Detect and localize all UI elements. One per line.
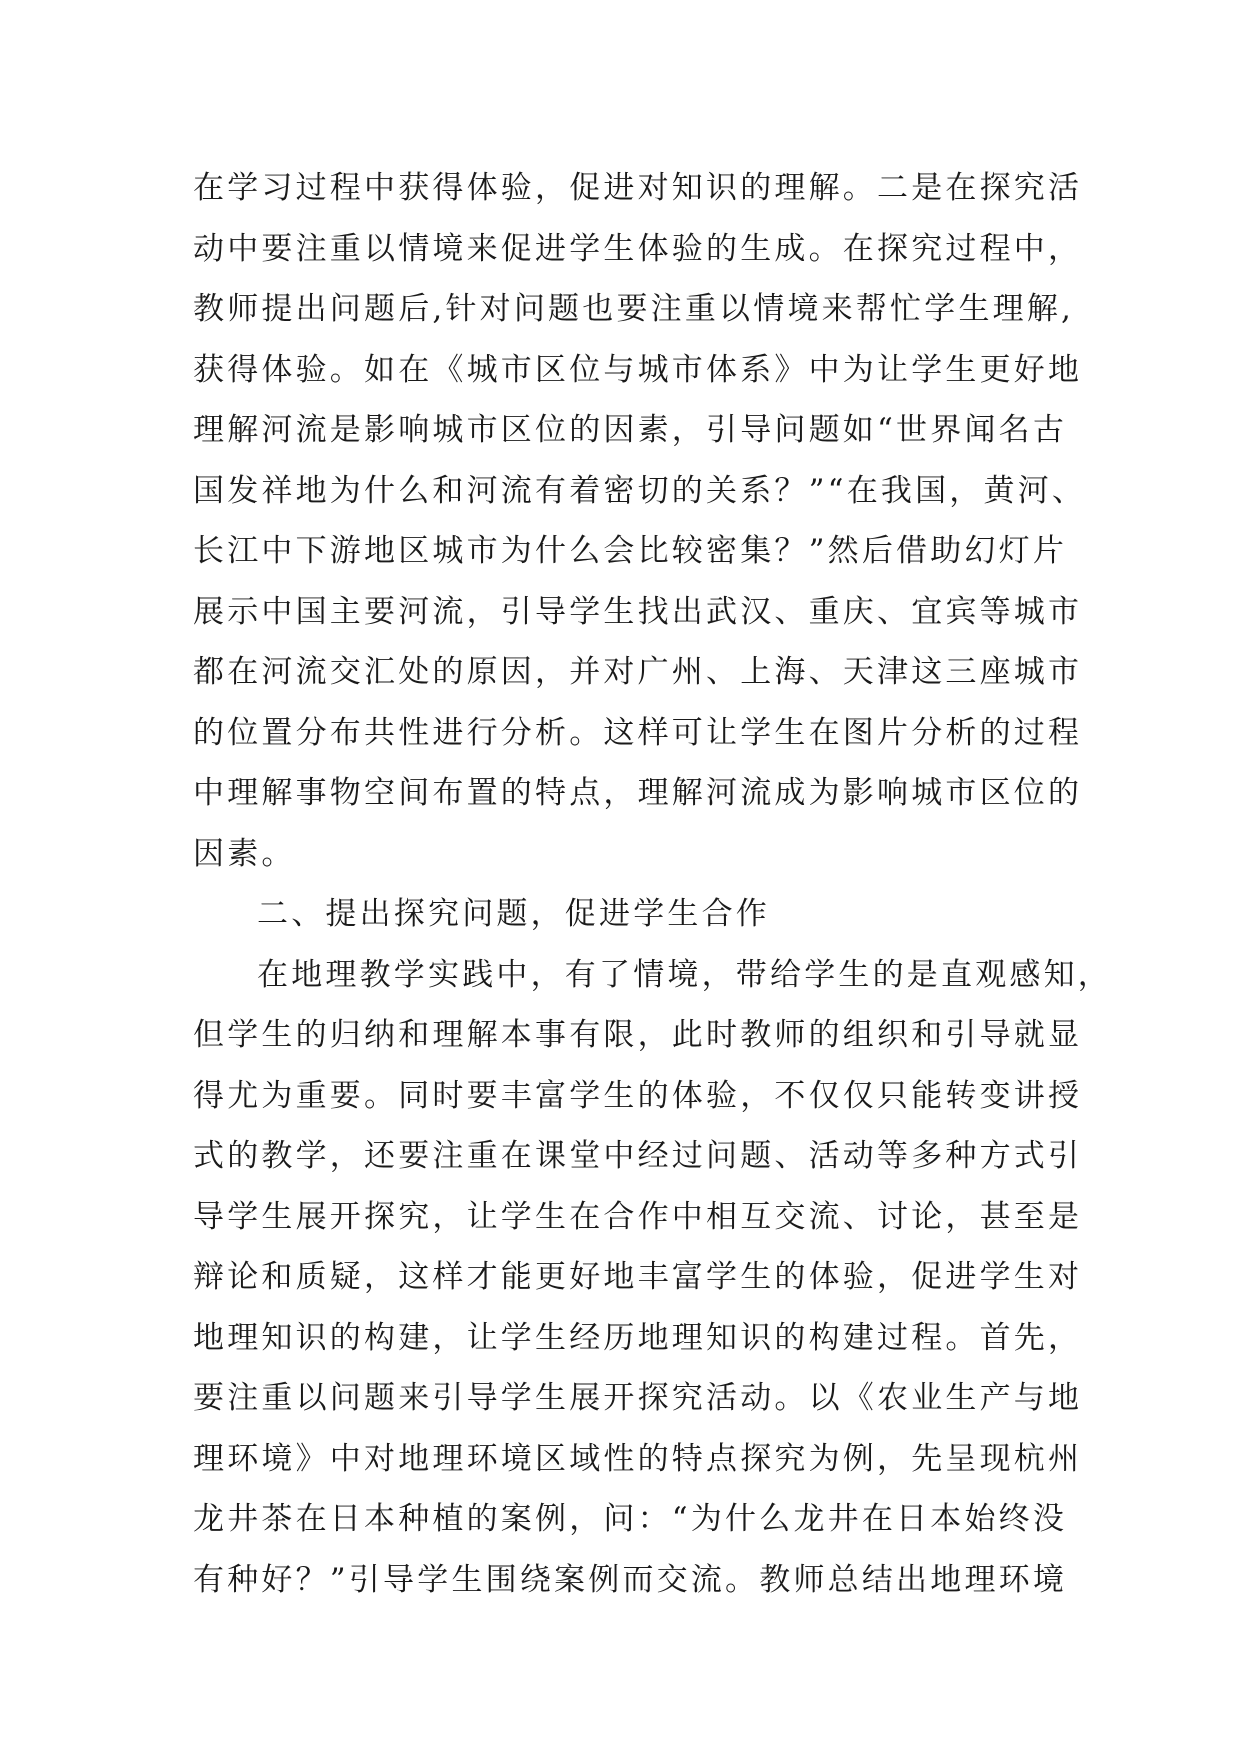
text-line: 因素。	[193, 835, 296, 872]
text-line: 式的教学，还要注重在课堂中经过问题、活动等多种方式引	[193, 1138, 1083, 1174]
text-line: 在地理教学实践中，有了情境，带给学生的是直观感知，	[257, 956, 1112, 993]
text-line: 理环境》中对地理环境区域性的特点探究为例，先呈现杭州	[193, 1440, 1083, 1477]
text-line: 国发祥地为什么和河流有着密切的关系？”“在我国，黄河、	[193, 472, 1087, 509]
text-line: 动中要注重以情境来促进学生体验的生成。在探究过程中，	[193, 230, 1083, 267]
text-line: 中理解事物空间布置的特点，理解河流成为影响城市区位的	[193, 775, 1083, 811]
text-line: 长江中下游地区城市为什么会比较密集？”然后借助幻灯片	[193, 533, 1068, 569]
text-line: 都在河流交汇处的原因，并对广州、上海、天津这三座城市	[193, 654, 1083, 690]
text-line: 导学生展开探究，让学生在合作中相互交流、讨论，甚至是	[193, 1198, 1083, 1235]
text-line: 有种好？”引导学生围绕案例而交流。教师总结出地理环境	[193, 1561, 1068, 1598]
section-heading: 二、提出探究问题，促进学生合作	[257, 896, 770, 932]
text-line: 得尤为重要。同时要丰富学生的体验，不仅仅只能转变讲授	[193, 1077, 1083, 1114]
text-line: 地理知识的构建，让学生经历地理知识的构建过程。首先，	[193, 1319, 1083, 1356]
text-line: 但学生的归纳和理解本事有限，此时教师的组织和引导就显	[193, 1017, 1083, 1053]
text-line: 理解河流是影响城市区位的因素，引导问题如“世界闻名古	[193, 412, 1068, 448]
text-line: 获得体验。如在《城市区位与城市体系》中为让学生更好地	[193, 351, 1083, 388]
text-line: 在学习过程中获得体验，促进对知识的理解。二是在探究活	[193, 170, 1083, 206]
text-line: 的位置分布共性进行分析。这样可让学生在图片分析的过程	[193, 714, 1083, 751]
text-line: 展示中国主要河流，引导学生找出武汉、重庆、宜宾等城市	[193, 593, 1083, 630]
text-line: 教师提出问题后,针对问题也要注重以情境来帮忙学生理解,	[193, 291, 1075, 327]
text-line: 要注重以问题来引导学生展开探究活动。以《农业生产与地	[193, 1380, 1083, 1416]
text-line: 辩论和质疑，这样才能更好地丰富学生的体验，促进学生对	[193, 1259, 1083, 1295]
body-text	[193, 158, 1112, 1610]
text-line: 龙井茶在日本种植的案例，问：“为什么龙井在日本始终没	[193, 1501, 1068, 1537]
